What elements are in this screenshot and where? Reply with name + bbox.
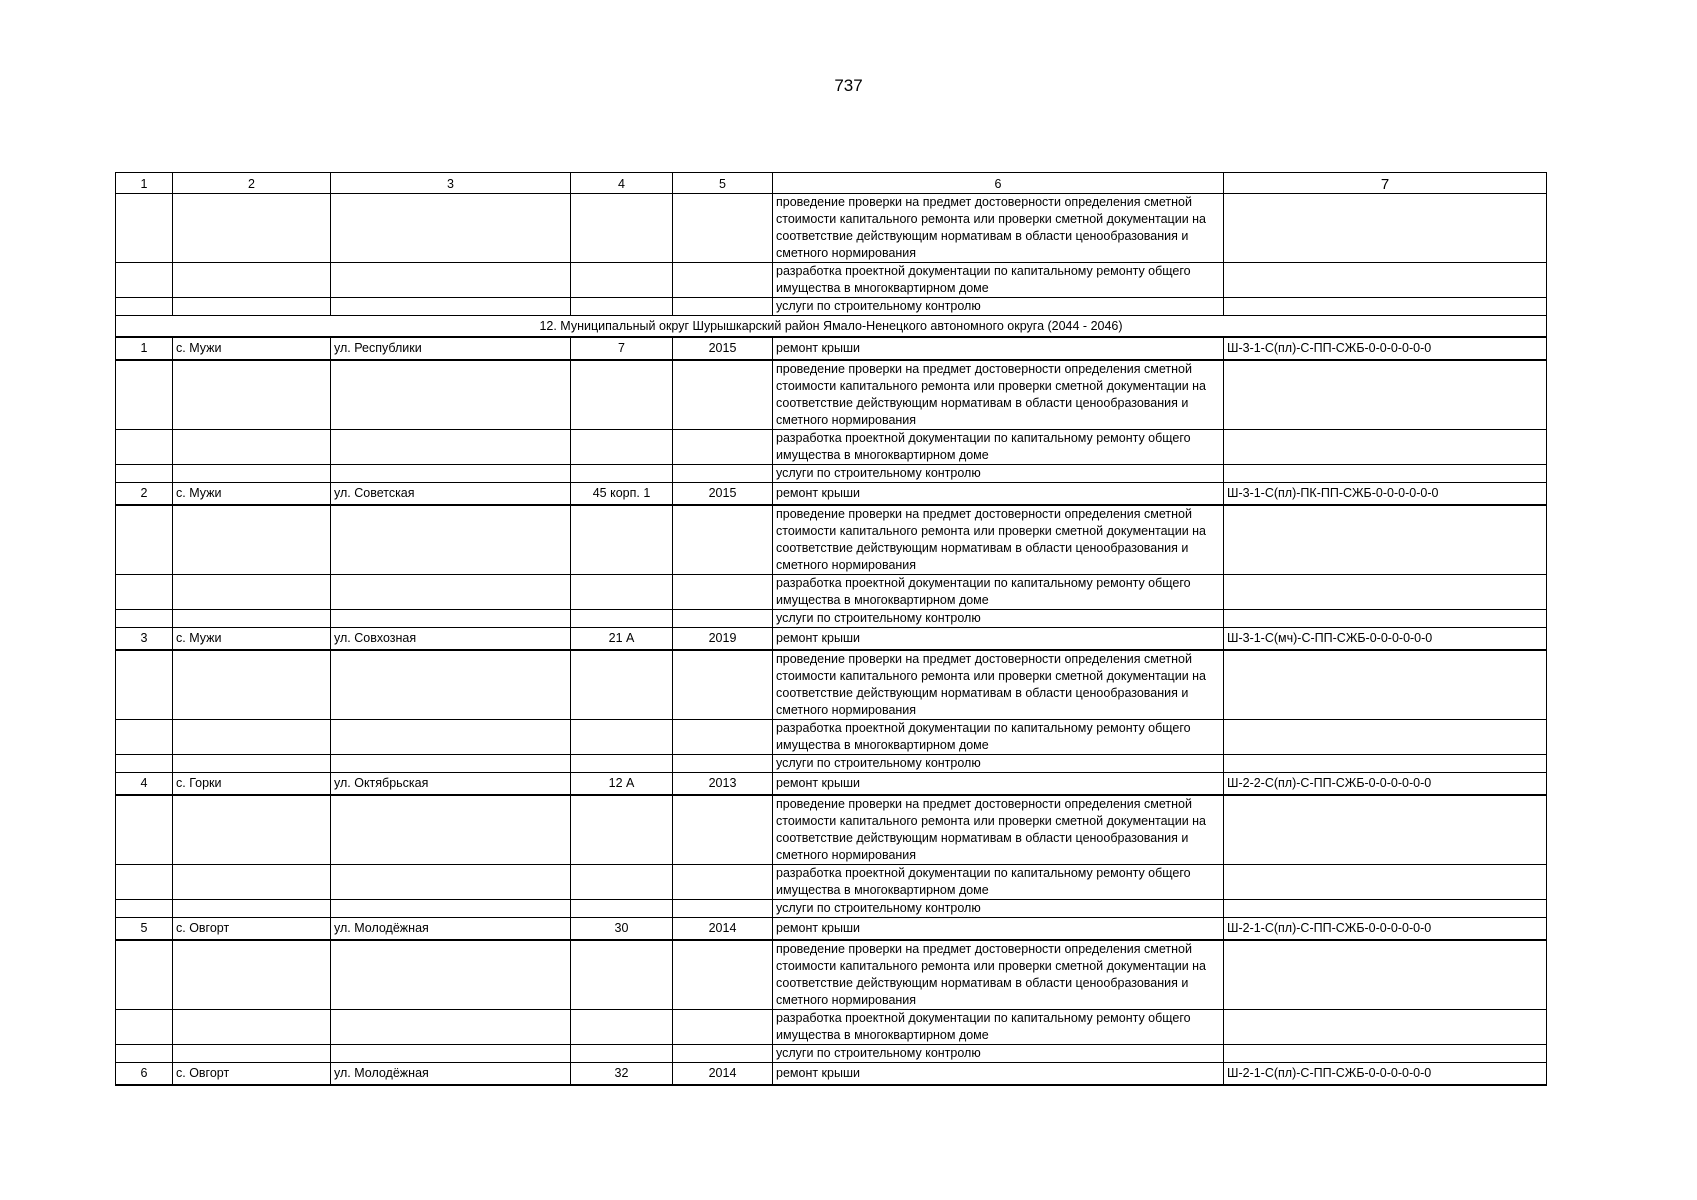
work-type-cell: проведение проверки на предмет достоверности определения сметной стоимости капитального ремонта или проверки сметной документации на соответствие действующим нормативам в области ценообразования и сметного нормирования <box>773 194 1224 263</box>
house-cell: 45 корп. 1 <box>571 483 673 506</box>
table-row <box>116 795 1547 865</box>
year-cell: 2014 <box>673 1063 773 1086</box>
work-type-cell: проведение проверки на предмет достоверности определения сметной стоимости капитального ремонта или проверки сметной документации на соответствие действующим нормативам в области ценообразования и сметного нормирования <box>773 795 1224 865</box>
work-type-cell: услуги по строительному контролю <box>773 465 1224 483</box>
table-row <box>116 1010 1547 1045</box>
table-row <box>116 1045 1547 1063</box>
settlement-cell: с. Мужи <box>173 628 331 651</box>
table-row <box>116 1063 1547 1086</box>
street-cell: ул. Молодёжная <box>331 918 571 941</box>
work-type-cell: услуги по строительному контролю <box>773 1045 1224 1063</box>
code-cell: Ш-3-1-С(мч)-С-ПП-СЖБ-0-0-0-0-0-0 <box>1224 628 1547 651</box>
row-number: 5 <box>116 918 173 941</box>
table-row <box>116 263 1547 298</box>
settlement-cell: с. Мужи <box>173 483 331 506</box>
house-cell: 30 <box>571 918 673 941</box>
code-cell: Ш-2-2-С(пл)-С-ПП-СЖБ-0-0-0-0-0-0 <box>1224 773 1547 796</box>
section-heading-row <box>116 316 1547 338</box>
settlement-cell: с. Овгорт <box>173 1063 331 1086</box>
work-type-cell: услуги по строительному контролю <box>773 610 1224 628</box>
house-cell: 21 А <box>571 628 673 651</box>
year-cell: 2015 <box>673 337 773 360</box>
table-row <box>116 483 1547 506</box>
work-type-cell: услуги по строительному контролю <box>773 298 1224 316</box>
column-header: 1 <box>116 173 173 194</box>
table-row <box>116 505 1547 575</box>
table-row <box>116 575 1547 610</box>
work-type-cell: услуги по строительному контролю <box>773 755 1224 773</box>
row-number: 6 <box>116 1063 173 1086</box>
table-row <box>116 360 1547 430</box>
row-number: 2 <box>116 483 173 506</box>
table-row <box>116 628 1547 651</box>
code-cell: Ш-3-1-С(пл)-С-ПП-СЖБ-0-0-0-0-0-0 <box>1224 337 1547 360</box>
work-type-cell: проведение проверки на предмет достоверности определения сметной стоимости капитального ремонта или проверки сметной документации на соответствие действующим нормативам в области ценообразования и сметного нормирования <box>773 650 1224 720</box>
work-type-cell: разработка проектной документации по капитальному ремонту общего имущества в многоквартирном доме <box>773 720 1224 755</box>
settlement-cell: с. Мужи <box>173 337 331 360</box>
settlement-cell: с. Овгорт <box>173 918 331 941</box>
year-cell: 2014 <box>673 918 773 941</box>
table-row <box>116 773 1547 796</box>
street-cell: ул. Совхозная <box>331 628 571 651</box>
table-row <box>116 900 1547 918</box>
repair-schedule-table <box>115 172 1547 1086</box>
work-type-cell: ремонт крыши <box>773 918 1224 941</box>
settlement-cell: с. Горки <box>173 773 331 796</box>
house-cell: 7 <box>571 337 673 360</box>
work-type-cell: разработка проектной документации по капитальному ремонту общего имущества в многоквартирном доме <box>773 263 1224 298</box>
work-type-cell: разработка проектной документации по капитальному ремонту общего имущества в многоквартирном доме <box>773 865 1224 900</box>
table-row <box>116 755 1547 773</box>
house-cell: 12 А <box>571 773 673 796</box>
table-row <box>116 337 1547 360</box>
work-type-cell: ремонт крыши <box>773 1063 1224 1086</box>
table-row <box>116 720 1547 755</box>
table-row <box>116 430 1547 465</box>
table-row <box>116 465 1547 483</box>
year-cell: 2013 <box>673 773 773 796</box>
work-type-cell: ремонт крыши <box>773 628 1224 651</box>
year-cell: 2015 <box>673 483 773 506</box>
column-header: 4 <box>571 173 673 194</box>
section-heading: 12. Муниципальный округ Шурышкарский район Ямало-Ненецкого автономного округа (2044 - 2046) <box>116 316 1547 338</box>
code-cell: Ш-2-1-С(пл)-С-ПП-СЖБ-0-0-0-0-0-0 <box>1224 1063 1547 1086</box>
table-row <box>116 918 1547 941</box>
work-type-cell: услуги по строительному контролю <box>773 900 1224 918</box>
table-row <box>116 865 1547 900</box>
page-number: 737 <box>834 76 863 95</box>
work-type-cell: ремонт крыши <box>773 337 1224 360</box>
table-row <box>116 610 1547 628</box>
work-type-cell: проведение проверки на предмет достоверности определения сметной стоимости капитального ремонта или проверки сметной документации на соответствие действующим нормативам в области ценообразования и сметного нормирования <box>773 505 1224 575</box>
table-row <box>116 940 1547 1010</box>
column-header: 5 <box>673 173 773 194</box>
row-number: 3 <box>116 628 173 651</box>
column-header: 2 <box>173 173 331 194</box>
table-row <box>116 298 1547 316</box>
row-number: 4 <box>116 773 173 796</box>
work-type-cell: ремонт крыши <box>773 773 1224 796</box>
column-header: 3 <box>331 173 571 194</box>
street-cell: ул. Октябрьская <box>331 773 571 796</box>
street-cell: ул. Советская <box>331 483 571 506</box>
work-type-cell: разработка проектной документации по капитальному ремонту общего имущества в многоквартирном доме <box>773 575 1224 610</box>
table-row <box>116 194 1547 263</box>
house-cell: 32 <box>571 1063 673 1086</box>
code-cell: Ш-3-1-С(пл)-ПК-ПП-СЖБ-0-0-0-0-0-0 <box>1224 483 1547 506</box>
year-cell: 2019 <box>673 628 773 651</box>
street-cell: ул. Республики <box>331 337 571 360</box>
row-number: 1 <box>116 337 173 360</box>
work-type-cell: ремонт крыши <box>773 483 1224 506</box>
work-type-cell: проведение проверки на предмет достоверности определения сметной стоимости капитального ремонта или проверки сметной документации на соответствие действующим нормативам в области ценообразования и сметного нормирования <box>773 940 1224 1010</box>
work-type-cell: разработка проектной документации по капитальному ремонту общего имущества в многоквартирном доме <box>773 430 1224 465</box>
column-header: 7 <box>1224 173 1547 194</box>
code-cell: Ш-2-1-С(пл)-С-ПП-СЖБ-0-0-0-0-0-0 <box>1224 918 1547 941</box>
street-cell: ул. Молодёжная <box>331 1063 571 1086</box>
work-type-cell: проведение проверки на предмет достоверности определения сметной стоимости капитального ремонта или проверки сметной документации на соответствие действующим нормативам в области ценообразования и сметного нормирования <box>773 360 1224 430</box>
table-row <box>116 650 1547 720</box>
column-header: 6 <box>773 173 1224 194</box>
work-type-cell: разработка проектной документации по капитальному ремонту общего имущества в многоквартирном доме <box>773 1010 1224 1045</box>
table-header-row <box>116 173 1547 194</box>
